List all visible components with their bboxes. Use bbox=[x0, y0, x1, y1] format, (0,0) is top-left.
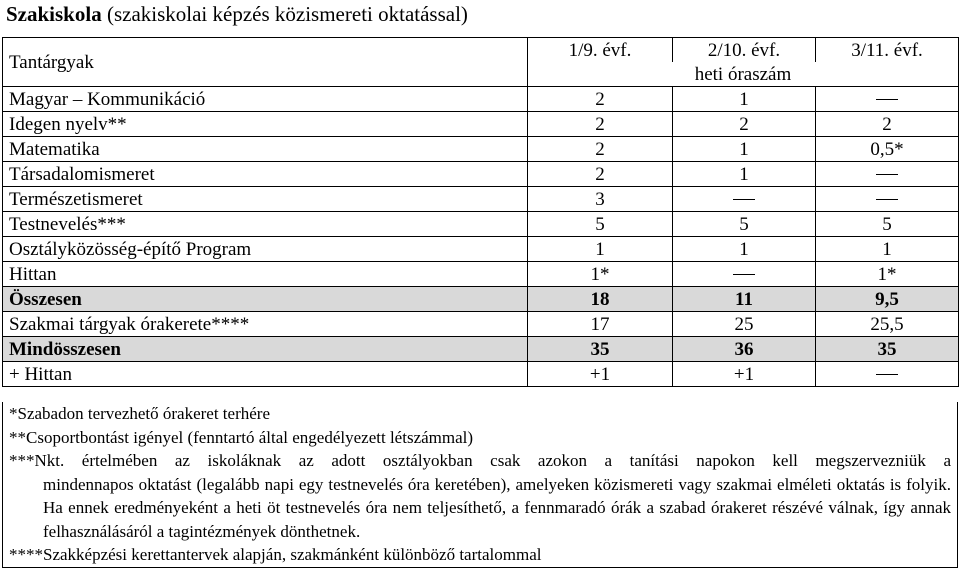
hours-cell-year-2: 1 bbox=[673, 87, 816, 112]
table-row bbox=[3, 312, 959, 337]
hours-cell-year-3: 25,5 bbox=[816, 312, 959, 337]
hours-cell-year-2: 11 bbox=[673, 287, 816, 312]
subject-cell: Testnevelés*** bbox=[3, 212, 528, 237]
table-row bbox=[3, 112, 959, 137]
page-title bbox=[6, 2, 468, 27]
hours-cell-year-2: 36 bbox=[673, 337, 816, 362]
title-bold: Szakiskola bbox=[6, 2, 102, 26]
dash-mark bbox=[876, 174, 898, 175]
hours-cell-year-3: 5 bbox=[816, 212, 959, 237]
note-3-rest: mindennapos oktatást (legalább napi egy testnevelés óra keretében), amelyeken közismereti vagy szakmai elméleti oktatás is folyik. Ha ennek eredményeként a heti öt testnevelés óra nem teljesíthető, a fennmaradó órák a szabad órakeret részévé válnak, így annak felhasználásáról a tagintézmények dönthetnek. bbox=[43, 474, 951, 541]
hours-cell-year-2: +1 bbox=[673, 362, 816, 387]
hours-cell-year-2: 2 bbox=[673, 112, 816, 137]
note-2: **Csoportbontást igényel (fenntartó által engedélyezett létszámmal) bbox=[2, 426, 958, 450]
hours-cell-year-1: 2 bbox=[528, 87, 673, 112]
hours-cell-year-3 bbox=[816, 162, 959, 187]
footnotes bbox=[2, 402, 958, 568]
table-row bbox=[3, 362, 959, 387]
hours-cell-year-1: 35 bbox=[528, 337, 673, 362]
subject-cell: Szakmai tárgyak órakerete**** bbox=[3, 312, 528, 337]
hours-cell-year-1: 2 bbox=[528, 112, 673, 137]
hours-cell-year-2 bbox=[673, 187, 816, 212]
table-row bbox=[3, 237, 959, 262]
subject-cell: Hittan bbox=[3, 262, 528, 287]
table-row bbox=[3, 87, 959, 112]
table-row bbox=[3, 262, 959, 287]
hours-cell-year-1: 3 bbox=[528, 187, 673, 212]
hours-cell-year-3 bbox=[816, 87, 959, 112]
hours-cell-year-1: 17 bbox=[528, 312, 673, 337]
subject-cell: Osztályközösség-építő Program bbox=[3, 237, 528, 262]
hours-cell-year-1: 5 bbox=[528, 212, 673, 237]
subject-header: Tantárgyak bbox=[3, 38, 528, 87]
subject-cell: Összesen bbox=[3, 287, 528, 312]
hours-cell-year-1: 18 bbox=[528, 287, 673, 312]
subject-cell: Mindösszesen bbox=[3, 337, 528, 362]
hours-cell-year-3: 2 bbox=[816, 112, 959, 137]
table-row bbox=[3, 212, 959, 237]
note-3-first-line: ***Nkt. értelmében az iskoláknak az adott osztályokban csak azokon a tanítási napokon kell megszervezniük a bbox=[9, 451, 951, 470]
hours-cell-year-2: 1 bbox=[673, 162, 816, 187]
note-3 bbox=[2, 449, 958, 543]
hours-cell-year-1: 2 bbox=[528, 162, 673, 187]
header-row bbox=[3, 38, 959, 63]
subject-cell: Természetismeret bbox=[3, 187, 528, 212]
year-1-header: 1/9. évf. bbox=[528, 38, 673, 63]
subject-cell: Magyar – Kommunikáció bbox=[3, 87, 528, 112]
dash-mark bbox=[876, 99, 898, 100]
hours-cell-year-3: 0,5* bbox=[816, 137, 959, 162]
hours-cell-year-3 bbox=[816, 187, 959, 212]
hours-cell-year-1: 2 bbox=[528, 137, 673, 162]
table-row bbox=[3, 337, 959, 362]
dash-mark bbox=[876, 199, 898, 200]
hours-cell-year-2: 5 bbox=[673, 212, 816, 237]
table-row bbox=[3, 162, 959, 187]
dash-mark bbox=[876, 374, 898, 375]
hours-cell-year-3: 9,5 bbox=[816, 287, 959, 312]
title-rest: (szakiskolai képzés közismereti oktatással) bbox=[101, 2, 468, 26]
note-1: *Szabadon tervezhető órakeret terhére bbox=[2, 402, 958, 426]
hours-cell-year-3: 1 bbox=[816, 237, 959, 262]
subject-cell: Matematika bbox=[3, 137, 528, 162]
year-2-header: 2/10. évf. bbox=[673, 38, 816, 63]
table-row bbox=[3, 187, 959, 212]
hours-cell-year-2: 25 bbox=[673, 312, 816, 337]
subject-cell: + Hittan bbox=[3, 362, 528, 387]
hours-cell-year-1: +1 bbox=[528, 362, 673, 387]
hours-cell-year-3: 35 bbox=[816, 337, 959, 362]
table-row bbox=[3, 287, 959, 312]
subject-cell: Társadalomismeret bbox=[3, 162, 528, 187]
hours-cell-year-3 bbox=[816, 362, 959, 387]
hours-cell-year-2: 1 bbox=[673, 237, 816, 262]
hours-cell-year-1: 1* bbox=[528, 262, 673, 287]
hours-cell-year-3: 1* bbox=[816, 262, 959, 287]
hours-header: heti óraszám bbox=[528, 62, 959, 87]
hours-cell-year-2 bbox=[673, 262, 816, 287]
table-row bbox=[3, 137, 959, 162]
subject-cell: Idegen nyelv** bbox=[3, 112, 528, 137]
dash-mark bbox=[733, 199, 755, 200]
hours-cell-year-2: 1 bbox=[673, 137, 816, 162]
hours-table bbox=[2, 37, 959, 387]
year-3-header: 3/11. évf. bbox=[816, 38, 959, 63]
dash-mark bbox=[733, 274, 755, 275]
note-4: ****Szakképzési kerettantervek alapján, szakmánként különböző tartalommal bbox=[2, 543, 958, 568]
hours-cell-year-1: 1 bbox=[528, 237, 673, 262]
